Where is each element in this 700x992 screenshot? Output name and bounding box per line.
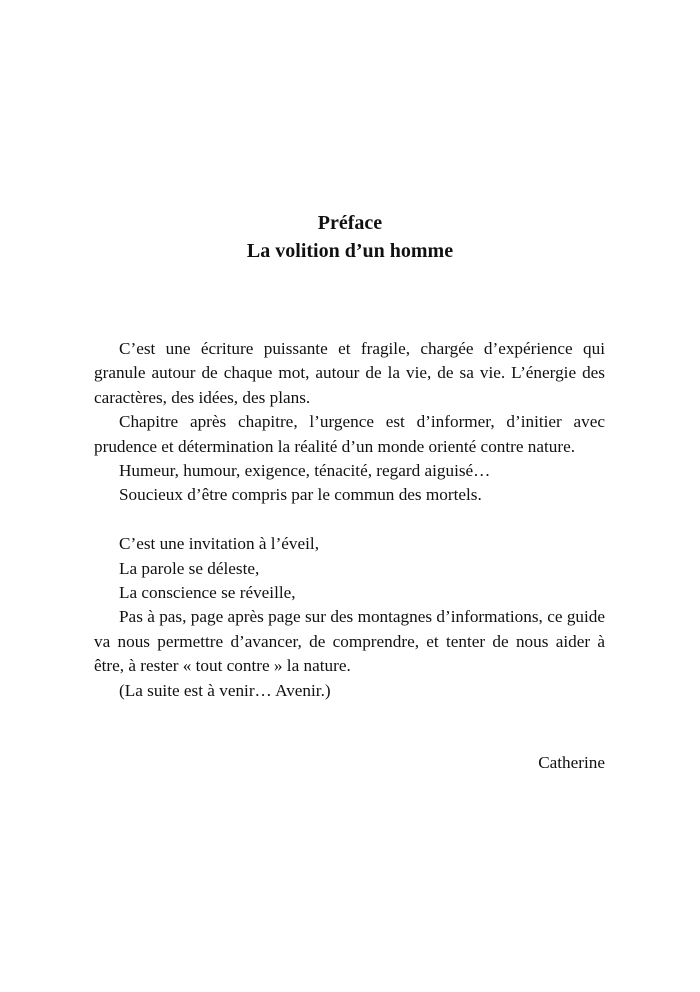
paragraph: La parole se déleste,: [119, 558, 260, 578]
page-title: Préface: [317, 212, 383, 234]
paragraph: C’est une invitation à l’éveil,: [119, 534, 319, 554]
paragraph: Pas à pas, page après page sur des montagnes d’informations, ce guide va nous permettre d’avancer, de comprendre, et tenter de nous aider à être, à rester « tout contre » la nature.: [94, 607, 605, 676]
paragraph: Soucieux d’être compris par le commun des mortels.: [119, 485, 482, 505]
paragraph: Chapitre après chapitre, l’urgence est d’informer, d’initier avec prudence et détermination la réalité d’un monde orienté contre nature.: [94, 412, 605, 456]
paragraph: La conscience se réveille,: [119, 583, 296, 603]
page-subtitle: La volition d’un homme: [246, 240, 454, 262]
preface-body: [94, 337, 605, 703]
paragraph: (La suite est à venir… Avenir.): [119, 680, 331, 700]
paragraph: Humeur, humour, exigence, ténacité, regard aiguisé…: [119, 461, 491, 481]
title-block: [0, 209, 700, 265]
paragraph-gap: [94, 508, 605, 532]
paragraph: C’est une écriture puissante et fragile, chargée d’expérience qui granule autour de chaque mot, autour de la vie, de sa vie. L’énergie des caractères, des idées, des plans.: [94, 339, 605, 407]
signature: Catherine: [538, 753, 605, 772]
